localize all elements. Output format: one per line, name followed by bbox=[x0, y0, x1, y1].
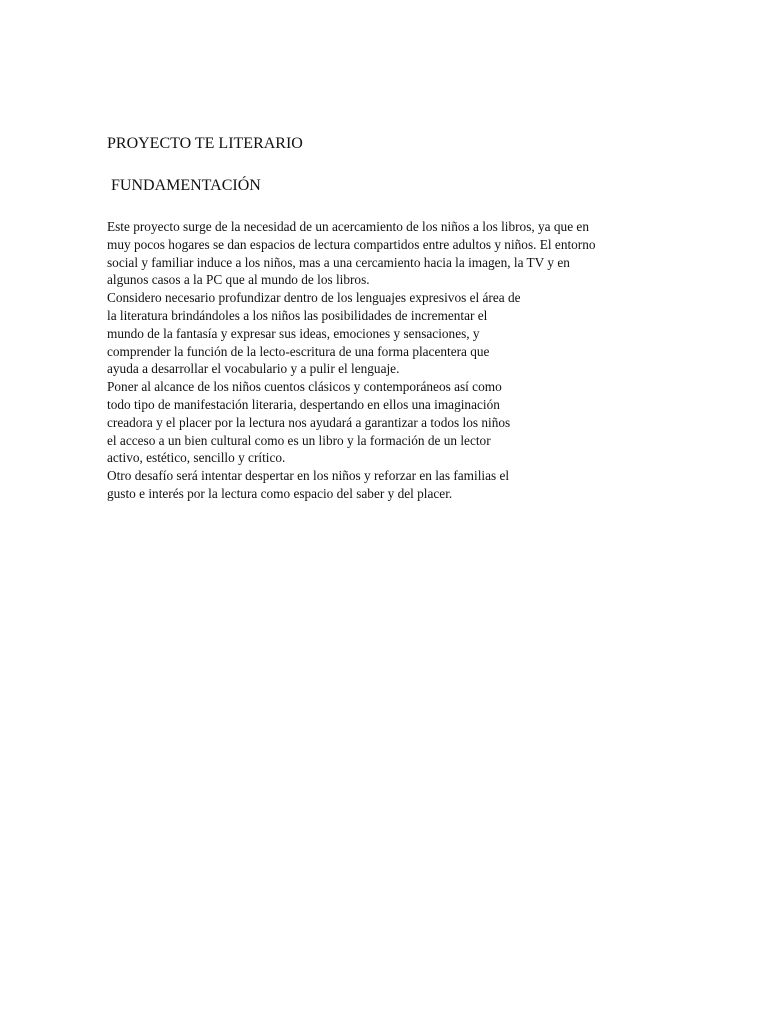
text-line: Considero necesario profundizar dentro de los lenguajes expresivos el área de bbox=[107, 290, 521, 306]
text-line: comprender la función de la lecto-escritura de una forma placentera que bbox=[107, 343, 490, 359]
text-line: creadora y el placer por la lectura nos ayudará a garantizar a todos los niños bbox=[107, 414, 511, 430]
document-title: PROYECTO TE LITERARIO bbox=[107, 135, 303, 152]
body-paragraph bbox=[107, 218, 707, 503]
text-line: mundo de la fantasía y expresar sus ideas, emociones y sensaciones, y bbox=[107, 325, 480, 341]
text-line: Este proyecto surge de la necesidad de un acercamiento de los niños a los libros, ya que en bbox=[107, 219, 589, 234]
section-heading: FUNDAMENTACIÓN bbox=[111, 177, 261, 194]
text-line: social y familiar induce a los niños, mas a una cercamiento hacia la imagen, la TV y en bbox=[107, 254, 570, 270]
text-line: todo tipo de manifestación literaria, despertando en ellos una imaginación bbox=[107, 396, 500, 412]
text-line: algunos casos a la PC que al mundo de los libros. bbox=[107, 272, 370, 288]
text-line: activo, estético, sencillo y crítico. bbox=[107, 450, 286, 466]
text-line: muy pocos hogares se dan espacios de lectura compartidos entre adultos y niños. El entorno bbox=[107, 236, 596, 252]
text-line: gusto e interés por la lectura como espacio del saber y del placer. bbox=[107, 485, 453, 501]
text-line: la literatura brindándoles a los niños las posibilidades de incrementar el bbox=[107, 307, 488, 323]
text-line: Poner al alcance de los niños cuentos clásicos y contemporáneos así como bbox=[107, 379, 502, 395]
text-line: ayuda a desarrollar el vocabulario y a pulir el lenguaje. bbox=[107, 361, 400, 377]
text-line: el acceso a un bien cultural como es un libro y la formación de un lector bbox=[107, 432, 491, 448]
text-line: Otro desafío será intentar despertar en los niños y reforzar en las familias el bbox=[107, 468, 510, 484]
